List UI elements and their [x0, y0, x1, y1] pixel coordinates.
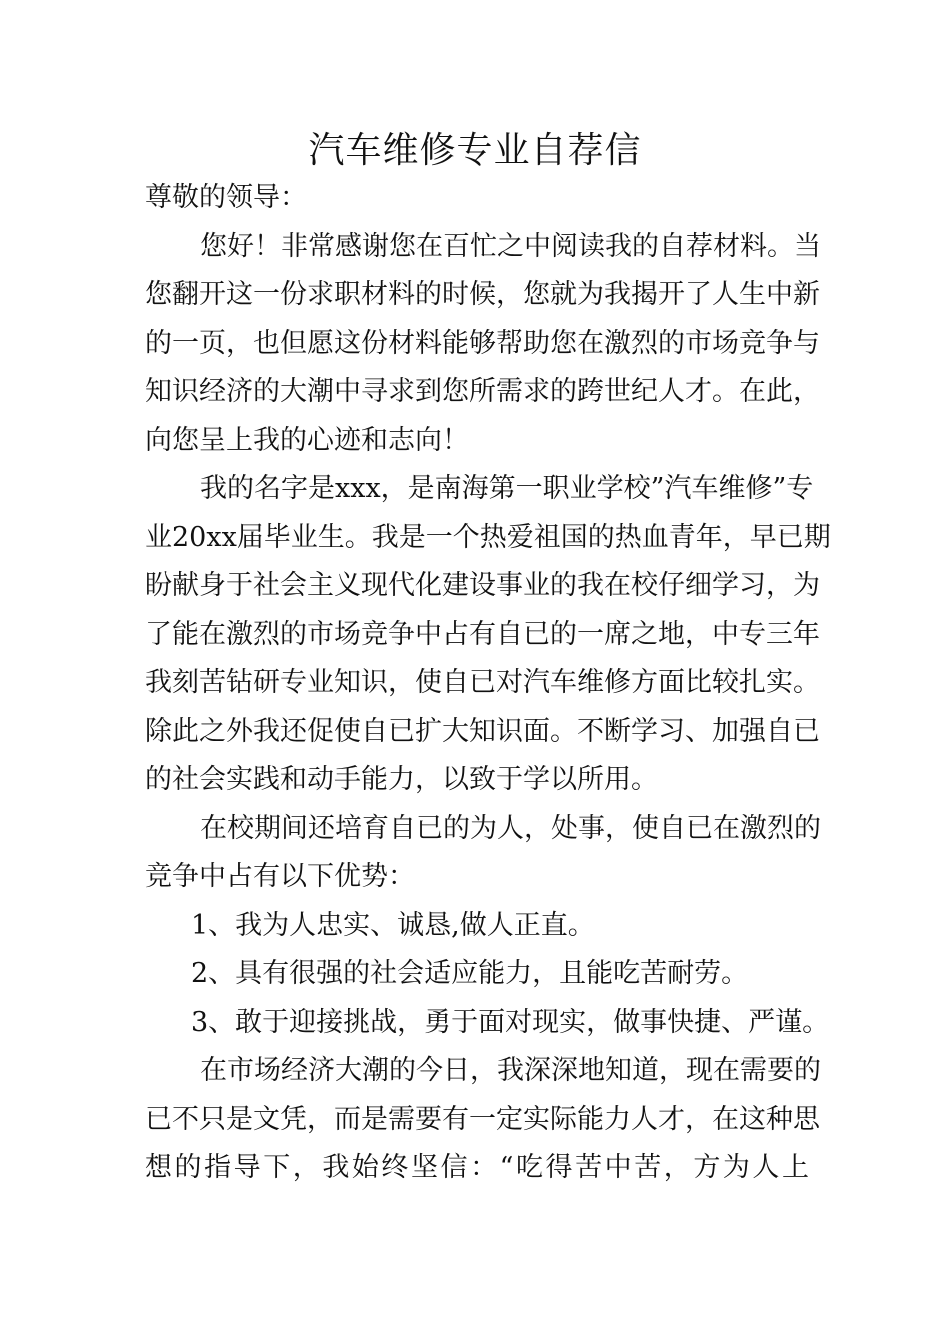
- paragraph-line: 在校期间还培育自已的为人，处事，使自已在激烈的: [200, 812, 821, 844]
- paragraph-line: 知识经济的大潮中寻求到您所需求的跨世纪人才。在此，: [145, 376, 820, 407]
- paragraph-line: 盼献身于社会主义现代化建设事业的我在校仔细学习，为: [145, 570, 820, 601]
- list-item: 3、敢于迎接挑战，勇于面对现实，做事快捷、严谨。: [191, 1006, 830, 1038]
- paragraph-line: 我刻苦钻研专业知识，使自已对汽车维修方面比较扎实。: [145, 667, 820, 698]
- paragraph-line: 向您呈上我的心迹和志向！: [145, 424, 469, 456]
- paragraph-line: 业20xx届毕业生。我是一个热爱祖国的热血青年，早已期: [145, 521, 831, 553]
- document-body: [145, 174, 831, 1193]
- paragraph-line: 的社会实践和动手能力，以致于学以所用。: [145, 764, 658, 795]
- list-item: 1、我为人忠实、诚恳,做人正直。: [191, 909, 595, 941]
- list-item: 2、具有很强的社会适应能力，且能吃苦耐劳。: [191, 958, 749, 989]
- salutation: 尊敬的领导：: [145, 182, 307, 213]
- paragraph-line: 已不只是文凭，而是需要有一定实际能力人才，在这种思: [145, 1103, 820, 1135]
- paragraph-line: 竞争中占有以下优势：: [145, 861, 415, 892]
- paragraph-line: 想的指导下，我始终坚信：“吃得苦中苦，方为人上: [145, 1152, 809, 1183]
- paragraph-line: 除此之外我还促使自已扩大知识面。不断学习、加强自已: [145, 715, 820, 747]
- document-title: 汽车维修专业自荐信: [308, 130, 642, 171]
- paragraph-line: 我的名字是xxx，是南海第一职业学校”汽车维修”专: [200, 473, 814, 504]
- paragraph-line: 在市场经济大潮的今日，我深深地知道，现在需要的: [200, 1055, 821, 1086]
- paragraph-line: 的一页，也但愿这份材料能够帮助您在激烈的市场竞争与: [145, 327, 820, 359]
- paragraph-line: 了能在激烈的市场竞争中占有自已的一席之地，中专三年: [145, 618, 820, 650]
- paragraph-line: 您翻开这一份求职材料的时候，您就为我揭开了人生中新: [145, 279, 820, 310]
- paragraph-line: 您好！非常感谢您在百忙之中阅读我的自荐材料。当: [200, 230, 821, 262]
